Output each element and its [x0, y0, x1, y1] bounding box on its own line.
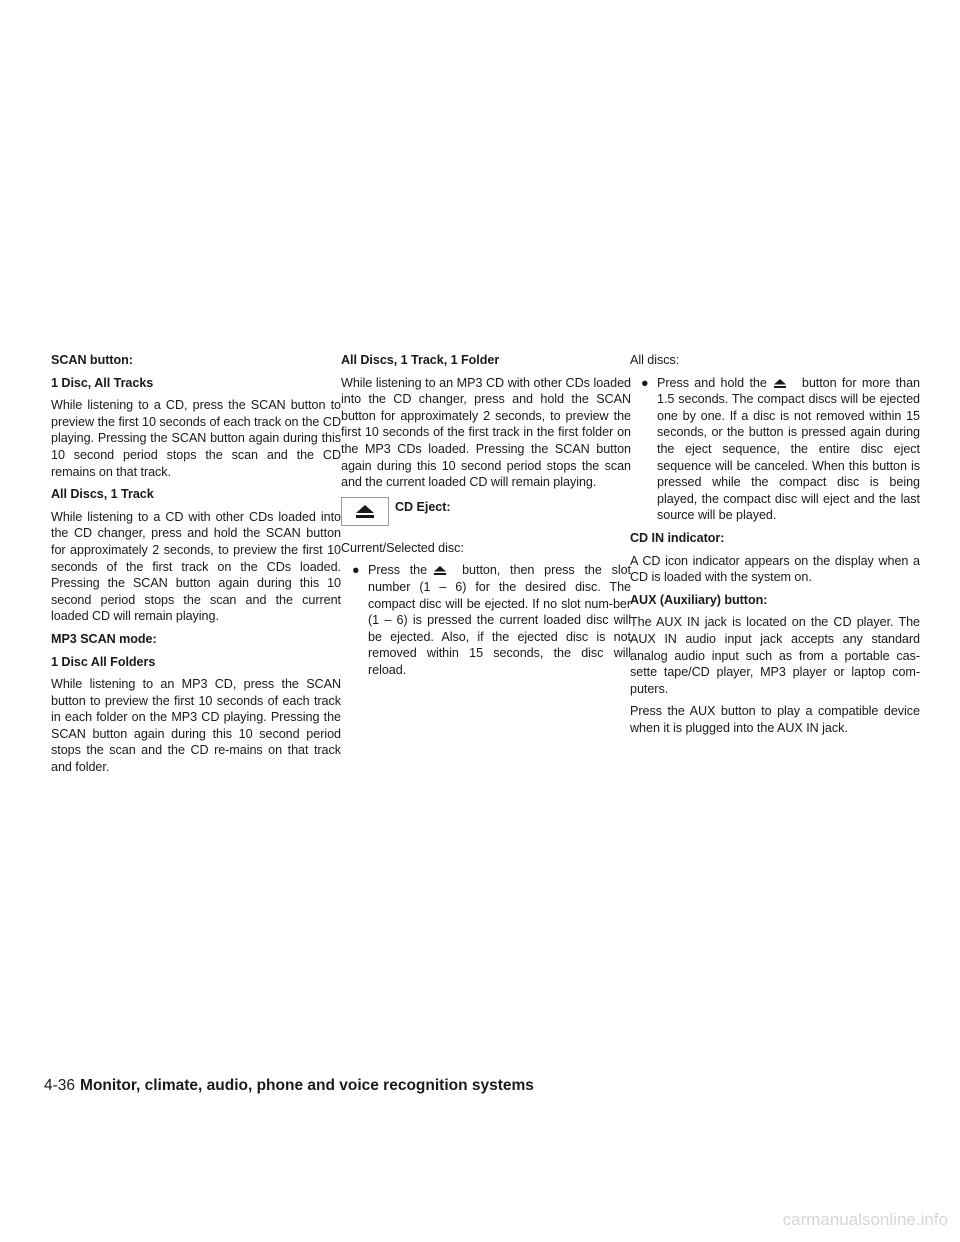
- eject-icon: [356, 505, 374, 518]
- heading-cd-in-indicator: CD IN indicator:: [630, 530, 725, 545]
- heading-all-discs-1-track-1-folder: All Discs, 1 Track, 1 Folder: [341, 353, 500, 367]
- eject-icon: [774, 379, 786, 388]
- bullet-text-pre: Press the: [368, 563, 428, 578]
- eject-icon: [434, 566, 446, 575]
- page-footer: [44, 1077, 534, 1095]
- cd-eject-heading-row: [341, 497, 631, 526]
- bullet-text-pre: Press and hold the: [657, 375, 767, 390]
- heading-aux-button: AUX (Auxiliary) button:: [630, 592, 768, 607]
- paragraph-1-disc-all-folders: While listening to an MP3 CD, press the SCAN button to preview the first 10 seconds of each track in each folder on the MP3 CD playing. Pressing the SCAN button again during this 10 second period stops the scan and the CD re-mains on that track and folder.: [51, 677, 341, 775]
- bullet-dot: ●: [352, 563, 360, 578]
- bullet-text-post: button for more than 1.5 seconds. The compact discs will be ejected one by one. If a disc is not removed within 15 seconds, or the button is pressed again during the eject sequence, the entire disc eject sequence will be canceled. When this button is pressed while the compact disc is being played, the compact disc will eject and the last source will be played.: [657, 375, 920, 523]
- paragraph-all-discs-1-track: While listening to a CD with other CDs loaded into the CD changer, press and hold the SCAN button for approximately 2 seconds, to preview the first 10 seconds of the first track on the CDs loaded. Pressing the SCAN button again during this 10 second period stops the scan and the current loaded CD will remain playing.: [51, 509, 341, 624]
- paragraph-all-discs-1-track-1-folder: While listening to an MP3 CD with other CDs loaded into the CD changer, press and hold the SCAN button for approximately 2 seconds, to preview the first 10 seconds of the first track in the first folder on the MP3 CDs loaded. Pressing the SCAN button again during this 10 second period stops the scan and the current loaded CD will remain playing.: [341, 375, 631, 490]
- heading-mp3-scan-mode: MP3 SCAN mode:: [51, 631, 157, 646]
- heading-all-discs-1-track: All Discs, 1 Track: [51, 487, 154, 502]
- paragraph-all-discs: All discs:: [630, 353, 680, 367]
- paragraph-1-disc-all-tracks: While listening to a CD, press the SCAN button to preview the first 10 seconds of each track on the CD playing. Pressing the SCAN button again during this 10 second period stops the scan and the CD remains on that track.: [51, 398, 341, 479]
- heading-1-disc-all-tracks: 1 Disc, All Tracks: [51, 375, 154, 390]
- heading-cd-eject: CD Eject:: [395, 499, 451, 514]
- chapter-title: Monitor, climate, audio, phone and voice recognition systems: [80, 1077, 534, 1094]
- paragraph-cd-in-indicator: A CD icon indicator appears on the display when a CD is loaded with the system on.: [630, 553, 920, 585]
- paragraph-aux-press: Press the AUX button to play a compatible device when it is plugged into the AUX IN jack.: [630, 704, 920, 735]
- page-number: 4-36: [44, 1077, 76, 1094]
- paragraph-aux-jack: The AUX IN jack is located on the CD player. The AUX IN audio input jack accepts any standard analog audio input such as from a portable cas-sette tape/CD player, MP3 player or laptop com-puters.: [630, 615, 920, 696]
- heading-1-disc-all-folders: 1 Disc All Folders: [51, 654, 156, 669]
- bullet-text-post: button, then press the slot number (1 – 6) for the desired disc. The compact disc will be ejected. If no slot num-ber (1 – 6) is pressed the current loaded disc will be ejected. Also, if the ejected disc is not removed within 15 seconds, the disc will reload.: [368, 563, 632, 677]
- column-left: [51, 352, 341, 782]
- bullet-item-eject-selected: [341, 562, 631, 678]
- eject-button-icon-box: [341, 497, 389, 526]
- heading-scan-button: SCAN button:: [51, 353, 133, 367]
- bullet-dot: ●: [641, 375, 649, 390]
- bullet-item-eject-all: [630, 375, 920, 524]
- column-middle: [341, 352, 631, 685]
- paragraph-current-selected-disc: Current/Selected disc:: [341, 540, 464, 555]
- watermark-text: carmanualsonline.info: [782, 1210, 948, 1229]
- column-right: [630, 352, 920, 742]
